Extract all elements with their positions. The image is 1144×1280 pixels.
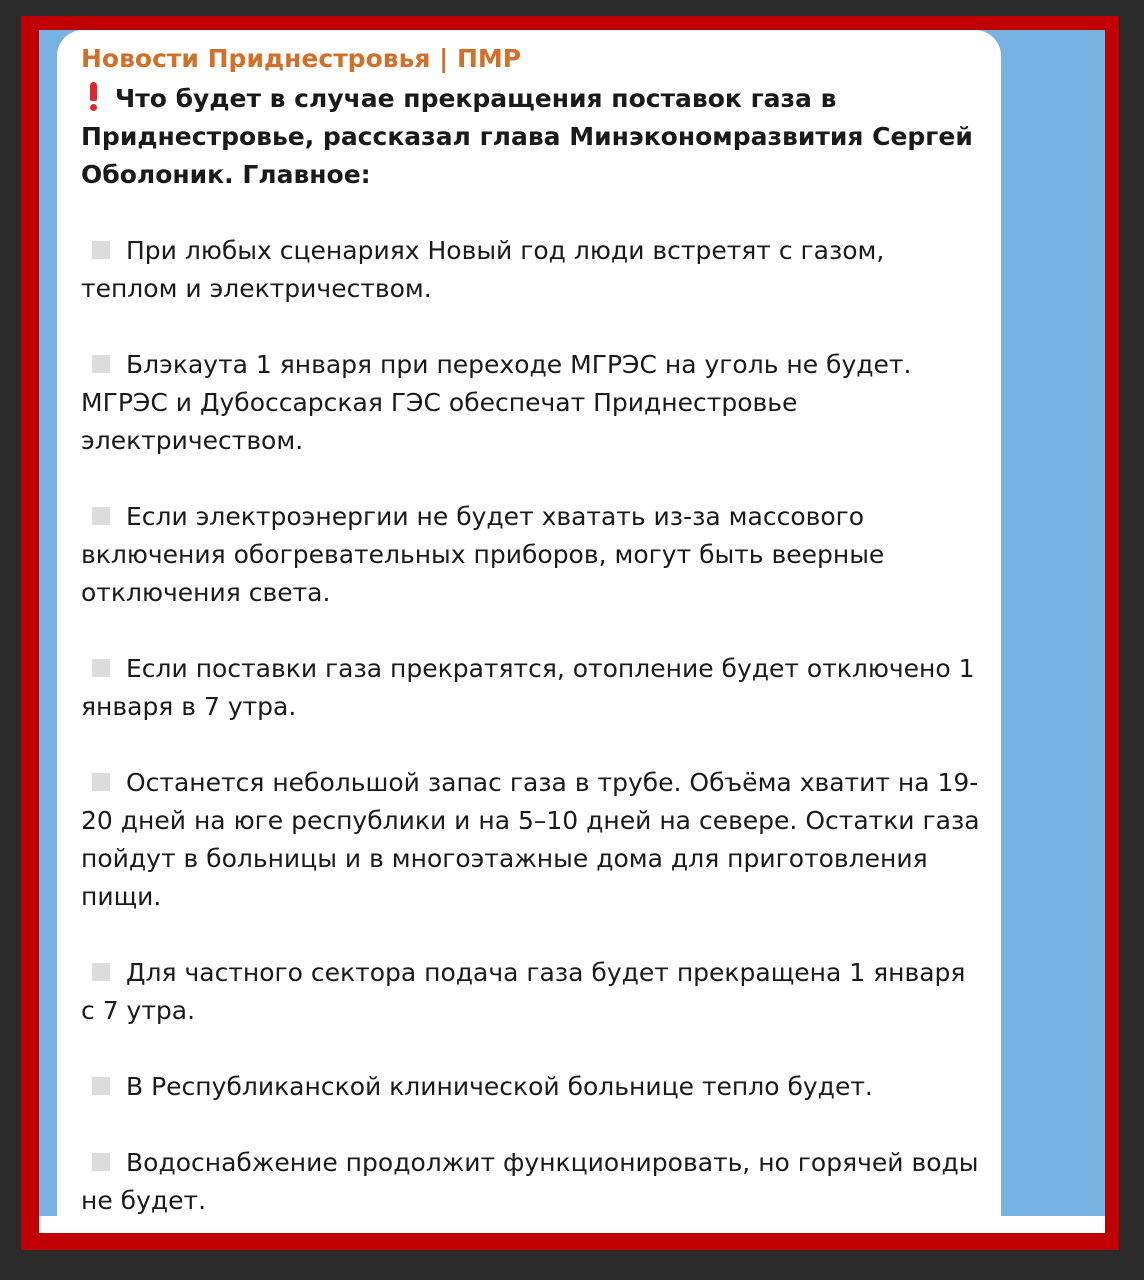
list-item-text: Если поставки газа прекратятся, отопление будет отключено 1 января в 7 утра. xyxy=(81,654,975,721)
list-item xyxy=(81,954,981,1030)
list-item-text: Если электроэнергии не будет хватать из-за массового включения обогревательных приборов, могут быть веерные отключения света. xyxy=(81,502,885,607)
list-item xyxy=(81,232,981,308)
list-item-text: При любых сценариях Новый год люди встретят с газом, теплом и электричеством. xyxy=(81,236,885,303)
list-item xyxy=(81,1068,981,1106)
square-bullet-icon xyxy=(92,1153,110,1171)
list-item-text: Для частного сектора подача газа будет прекращена 1 января с 7 утра. xyxy=(81,958,966,1025)
list-item xyxy=(81,498,981,612)
exclamation-icon xyxy=(87,82,99,110)
list-item xyxy=(81,346,981,460)
chat-area[interactable] xyxy=(39,30,1105,1233)
square-bullet-icon xyxy=(92,659,110,677)
headline-text: Что будет в случае прекращения поставок газа в Приднестровье, рассказал глава Минэкономразвития Сергей Оболоник. Главное: xyxy=(81,84,973,189)
post-headline xyxy=(81,80,981,194)
square-bullet-icon xyxy=(92,1077,110,1095)
list-item xyxy=(81,1144,981,1220)
message-bubble[interactable] xyxy=(57,30,1001,1233)
list-item xyxy=(81,764,981,916)
channel-name[interactable]: Новости Приднестровья | ПМР xyxy=(81,44,522,73)
square-bullet-icon xyxy=(92,507,110,525)
message-text xyxy=(81,80,981,1220)
bottom-strip xyxy=(39,1216,1105,1233)
list-item xyxy=(81,650,981,726)
square-bullet-icon xyxy=(92,355,110,373)
square-bullet-icon xyxy=(92,241,110,259)
list-item-text: Останется небольшой запас газа в трубе. Объёма хватит на 19-20 дней на юге республики и на 5–10 дней на севере. Остатки газа пойдут в больницы и в многоэтажные дома для приготовления пищи. xyxy=(81,768,980,911)
list-item-text: Блэкаута 1 января при переходе МГРЭС на уголь не будет. МГРЭС и Дубоссарская ГЭС обеспечат Приднестровье электричеством. xyxy=(81,350,912,455)
square-bullet-icon xyxy=(92,773,110,791)
list-item-text: В Республиканской клинической больнице тепло будет. xyxy=(126,1072,873,1101)
list-item-text: Водоснабжение продолжит функционировать, но горячей воды не будет. xyxy=(81,1148,979,1215)
square-bullet-icon xyxy=(92,963,110,981)
